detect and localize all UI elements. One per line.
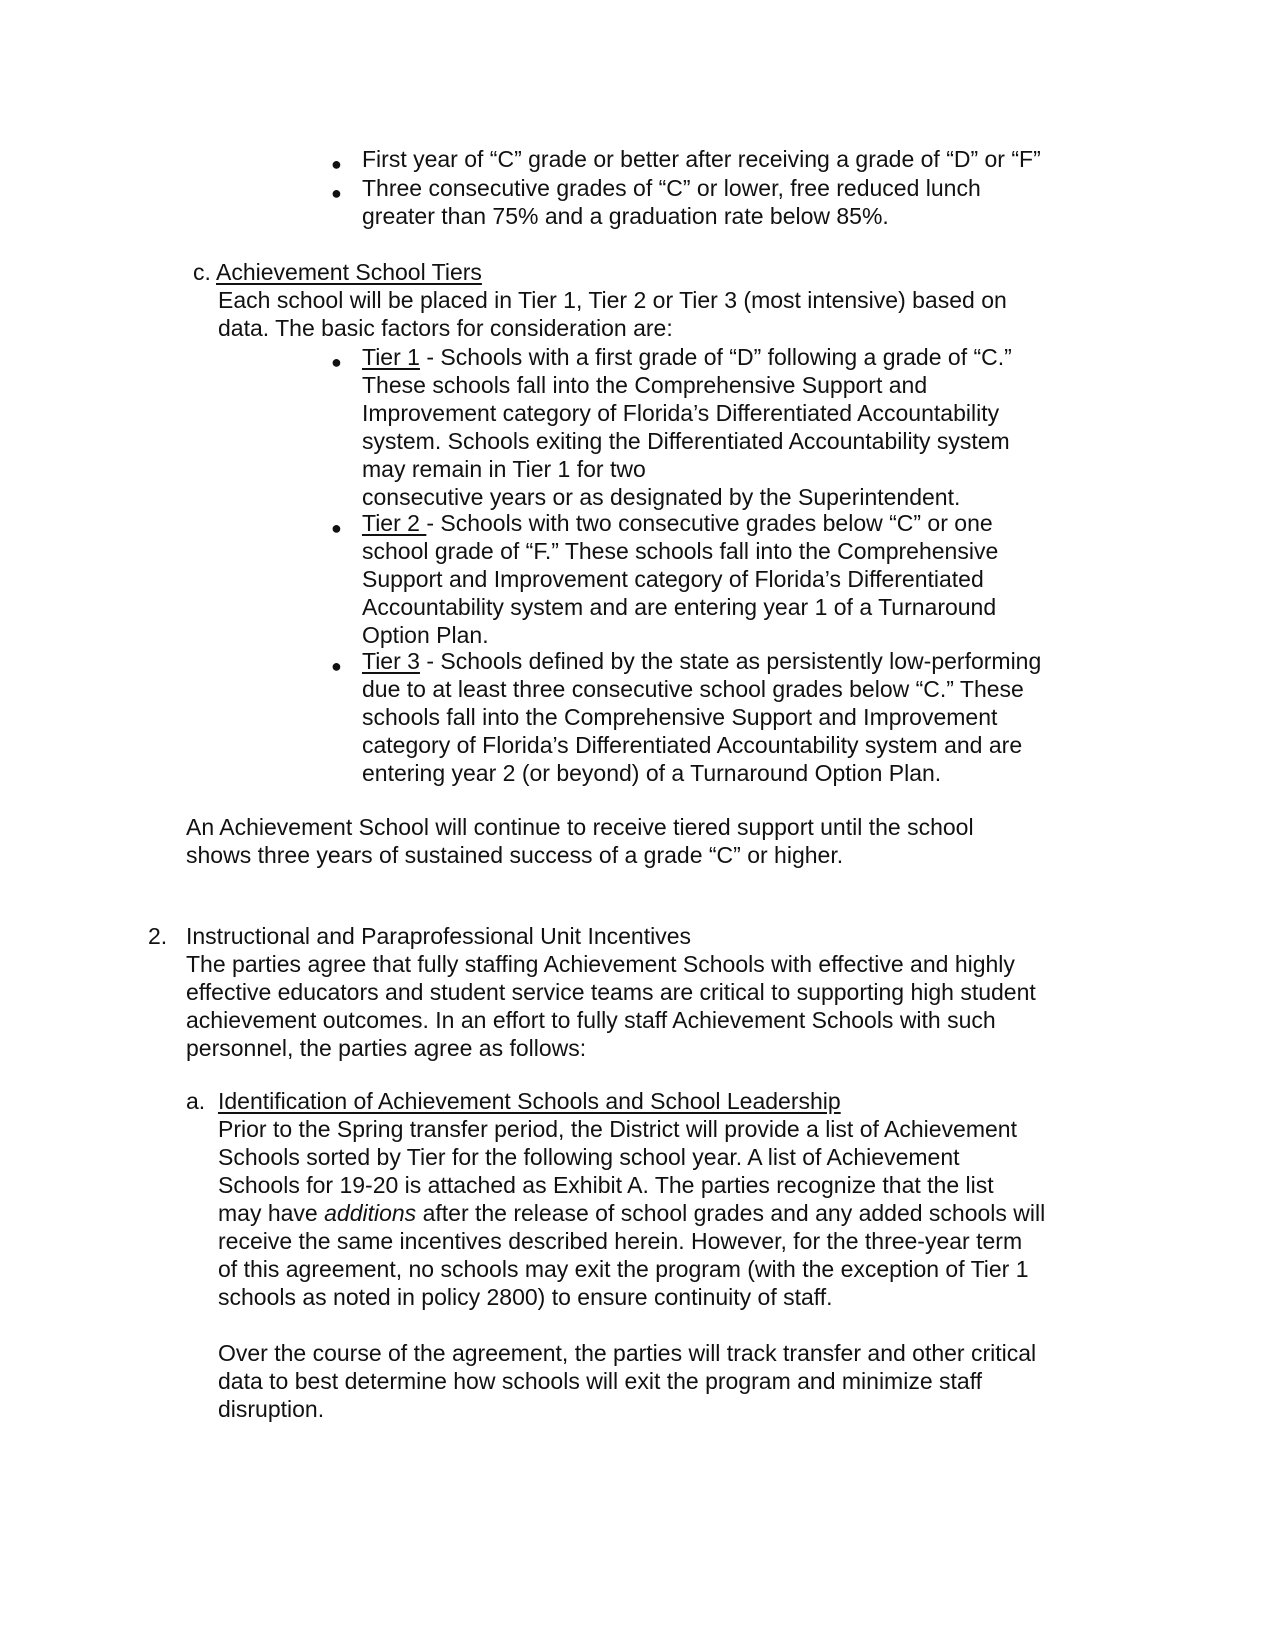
tier-1-text: consecutive years or as designated by the Superintendent. xyxy=(362,484,961,510)
bullet-text: greater than 75% and a graduation rate below 85%. xyxy=(362,203,889,229)
section-a-text: Prior to the Spring transfer period, the District will provide a list of Achievement xyxy=(218,1116,1017,1142)
tier-2-text: Option Plan. xyxy=(362,622,489,648)
bullet-marker: ● xyxy=(331,154,342,174)
section-a-text: of this agreement, no schools may exit the program (with the exception of Tier 1 xyxy=(218,1256,1029,1282)
tier-1-text: - Schools with a first grade of “D” following a grade of “C.” xyxy=(419,344,1012,370)
section-a-text-part: may have xyxy=(218,1200,325,1226)
section-a-marker: a. xyxy=(186,1088,206,1114)
bullet-marker: ● xyxy=(331,183,342,203)
section-a-paragraph-2: data to best determine how schools will exit the program and minimize staff xyxy=(218,1368,983,1394)
tier-3-text: due to at least three consecutive school grades below “C.” These xyxy=(362,676,1024,702)
section-a-heading xyxy=(218,1087,841,1116)
tier-3-label: Tier 3 xyxy=(362,648,420,674)
tier-2-text: school grade of “F.” These schools fall into the Comprehensive xyxy=(362,538,999,564)
tier-2-text: - Schools with two consecutive grades below “C” or one xyxy=(426,510,993,536)
section-a-paragraph-2: Over the course of the agreement, the parties will track transfer and other critical xyxy=(218,1340,1037,1366)
bullet-text: Three consecutive grades of “C” or lower, free reduced lunch xyxy=(362,175,981,201)
tier-1-text: system. Schools exiting the Differentiated Accountability system xyxy=(362,428,1010,454)
tier-1-text: Improvement category of Florida’s Differentiated Accountability xyxy=(362,400,1000,426)
tier-3-text: category of Florida’s Differentiated Accountability system and are xyxy=(362,732,1023,758)
tier-2-item xyxy=(362,509,993,538)
section-a-text: receive the same incentives described herein. However, for the three-year term xyxy=(218,1228,1023,1254)
bullet-marker: ● xyxy=(331,518,342,538)
section-2-number: 2. xyxy=(148,923,168,949)
bullet-marker: ● xyxy=(331,656,342,676)
section-c-heading xyxy=(193,258,482,287)
closing-paragraph: An Achievement School will continue to receive tiered support until the school xyxy=(186,814,974,840)
tier-2-label: Tier 2 xyxy=(362,510,427,536)
tier-1-text: may remain in Tier 1 for two xyxy=(362,456,646,482)
section-a-text: Schools sorted by Tier for the following school year. A list of Achievement xyxy=(218,1144,960,1170)
tier-3-text: - Schools defined by the state as persistently low-performing xyxy=(419,648,1042,674)
section-a-title: Identification of Achievement Schools and School Leadership xyxy=(218,1088,841,1114)
tier-3-text: schools fall into the Comprehensive Support and Improvement xyxy=(362,704,998,730)
bullet-marker: ● xyxy=(331,352,342,372)
section-a-text xyxy=(218,1199,1045,1228)
tier-1-text: These schools fall into the Comprehensive Support and xyxy=(362,372,928,398)
section-c-intro: data. The basic factors for consideration are: xyxy=(218,315,673,341)
section-2-text: The parties agree that fully staffing Achievement Schools with effective and highly xyxy=(186,951,1015,977)
section-2-title: Instructional and Paraprofessional Unit Incentives xyxy=(186,923,692,949)
bullet-text: First year of “C” grade or better after receiving a grade of “D” or “F” xyxy=(362,146,1041,172)
section-a-paragraph-2: disruption. xyxy=(218,1396,325,1422)
section-c-marker: c. xyxy=(193,259,211,285)
tier-2-text: Support and Improvement category of Florida’s Differentiated xyxy=(362,566,984,592)
tier-1-label: Tier 1 xyxy=(362,344,420,370)
section-a-text-part: after the release of school grades and any added schools will xyxy=(416,1200,1046,1226)
section-a-text: schools as noted in policy 2800) to ensure continuity of staff. xyxy=(218,1284,833,1310)
closing-paragraph: shows three years of sustained success of a grade “C” or higher. xyxy=(186,842,844,868)
tier-3-text: entering year 2 (or beyond) of a Turnaround Option Plan. xyxy=(362,760,942,786)
section-c-intro: Each school will be placed in Tier 1, Tier 2 or Tier 3 (most intensive) based on xyxy=(218,287,1007,313)
section-a-text: Schools for 19-20 is attached as Exhibit A. The parties recognize that the list xyxy=(218,1172,994,1198)
section-2-text: achievement outcomes. In an effort to fully staff Achievement Schools with such xyxy=(186,1007,996,1033)
tier-3-item xyxy=(362,647,1041,676)
section-a-italic-word: additions xyxy=(324,1200,417,1226)
section-2-text: personnel, the parties agree as follows: xyxy=(186,1035,587,1061)
section-2-text: effective educators and student service teams are critical to supporting high student xyxy=(186,979,1036,1005)
section-c-title: Achievement School Tiers xyxy=(216,259,482,285)
tier-2-text: Accountability system and are entering year 1 of a Turnaround xyxy=(362,594,997,620)
tier-1-item xyxy=(362,343,1012,372)
